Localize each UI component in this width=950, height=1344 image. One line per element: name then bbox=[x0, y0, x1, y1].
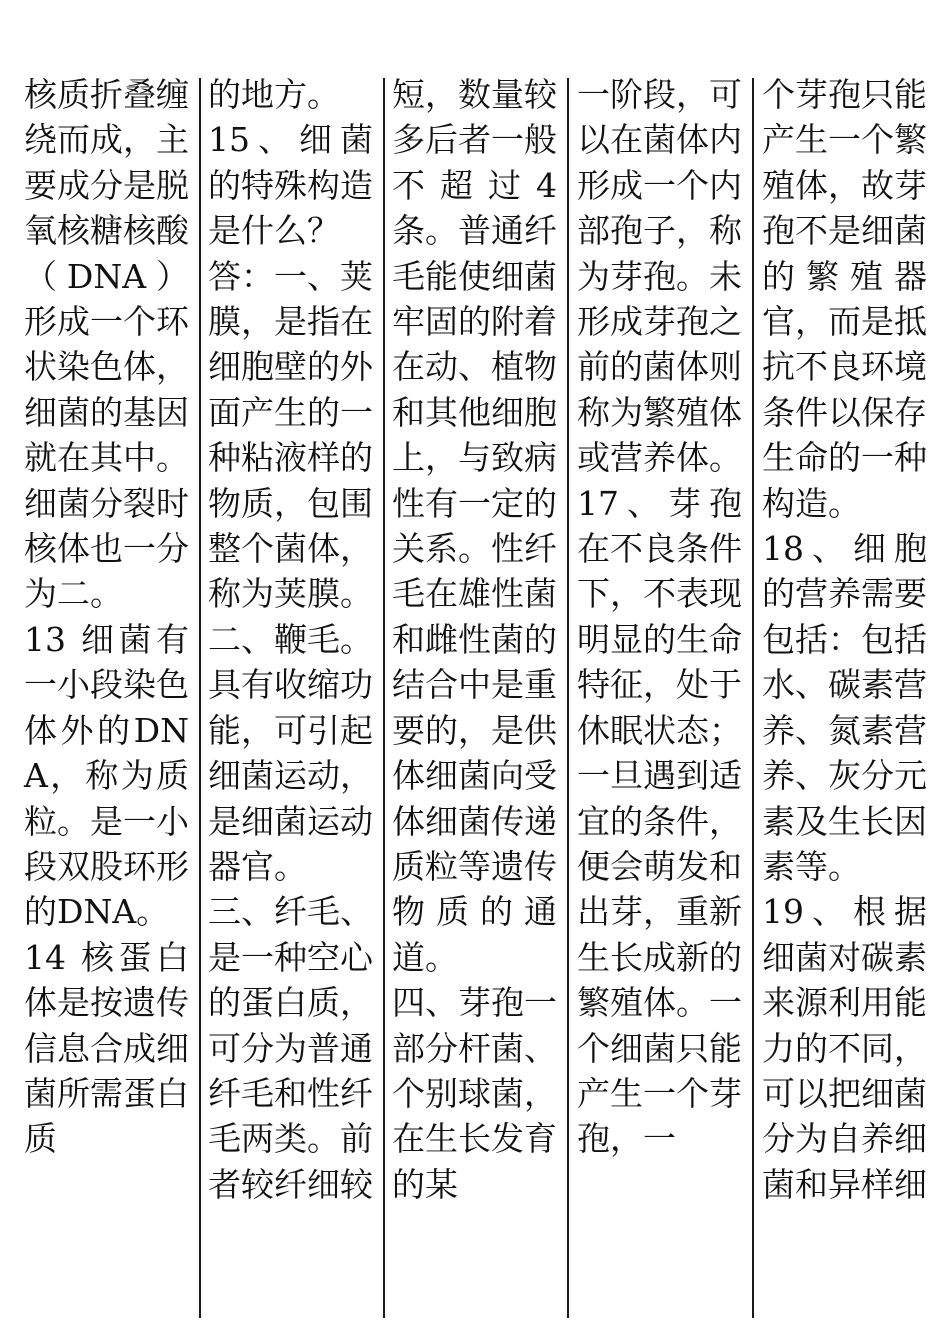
paragraph: 四、芽孢一部分杆菌、个别球菌，在生长发育的某 bbox=[392, 983, 557, 1204]
paragraph: 13 细菌有一小段染色体外的DNA，称为质粒。是一小段双股环形的DNA。 bbox=[24, 619, 189, 932]
paragraph: 核质折叠缠绕而成，主要成分是脱氧核糖核酸（DNA）形成一个环状染色体，细菌的基因就在其中。细菌分裂时核体也一分为二。 bbox=[24, 75, 189, 614]
text-column-5 bbox=[762, 72, 927, 1207]
paragraph: 二、鞭毛。具有收缩功能，可引起细菌运动，是细菌运动器官。 bbox=[208, 619, 373, 886]
text-column-1 bbox=[24, 72, 189, 1162]
text-column-3 bbox=[392, 72, 557, 1207]
paragraph: 一阶段，可以在菌体内形成一个内部孢子，称为芽孢。未形成芽孢之前的菌体则称为繁殖体或营养体。 bbox=[577, 75, 742, 478]
text-column-4 bbox=[577, 72, 742, 1162]
paragraph: 14 核蛋白体是按遗传信息合成细菌所需蛋白质 bbox=[24, 937, 189, 1159]
paragraph: 18、细胞的营养需要包括：包括水、碳素营养、氮素营养、灰分元素及生长因素等。 bbox=[762, 529, 927, 886]
paragraph: 答：一、荚膜，是指在细胞壁的外面产生的一种粘液样的物质，包围整个菌体，称为荚膜。 bbox=[208, 256, 373, 614]
column-divider bbox=[752, 78, 754, 1318]
paragraph: 短，数量较多后者一般不超过4条。普通纤毛能使细菌牢固的附着在动、植物和其他细胞上，与致病性有一定的关系。性纤毛在雄性菌和雌性菌的结合中是重要的，是供体细菌向受体细菌传递质粒等遗传物质的通道。 bbox=[392, 75, 557, 977]
paragraph: 17、芽孢在不良条件下，不表现明显的生命特征，处于休眠状态；一旦遇到适宜的条件，便会萌发和出芽，重新生长成新的繁殖体。一个细菌只能产生一个芽孢，一 bbox=[577, 483, 742, 1159]
text-column-2 bbox=[208, 72, 373, 1207]
paragraph: 19、根据细菌对碳素来源利用能力的不同，可以把细菌分为自养细菌和异样细 bbox=[762, 892, 927, 1204]
column-divider bbox=[383, 78, 385, 1318]
paragraph: 的地方。 bbox=[208, 75, 340, 114]
paragraph: 三、纤毛、是一种空心的蛋白质，可分为普通纤毛和性纤毛两类。前者较纤细较 bbox=[208, 892, 373, 1204]
paragraph: 15、细菌的特殊构造是什么？ bbox=[208, 120, 373, 251]
paragraph: 个芽孢只能产生一个繁殖体，故芽孢不是细菌的繁殖器官，而是抵抗不良环境条件以保存生命的一种构造。 bbox=[762, 75, 927, 523]
column-divider bbox=[567, 78, 569, 1318]
column-divider bbox=[199, 78, 201, 1318]
